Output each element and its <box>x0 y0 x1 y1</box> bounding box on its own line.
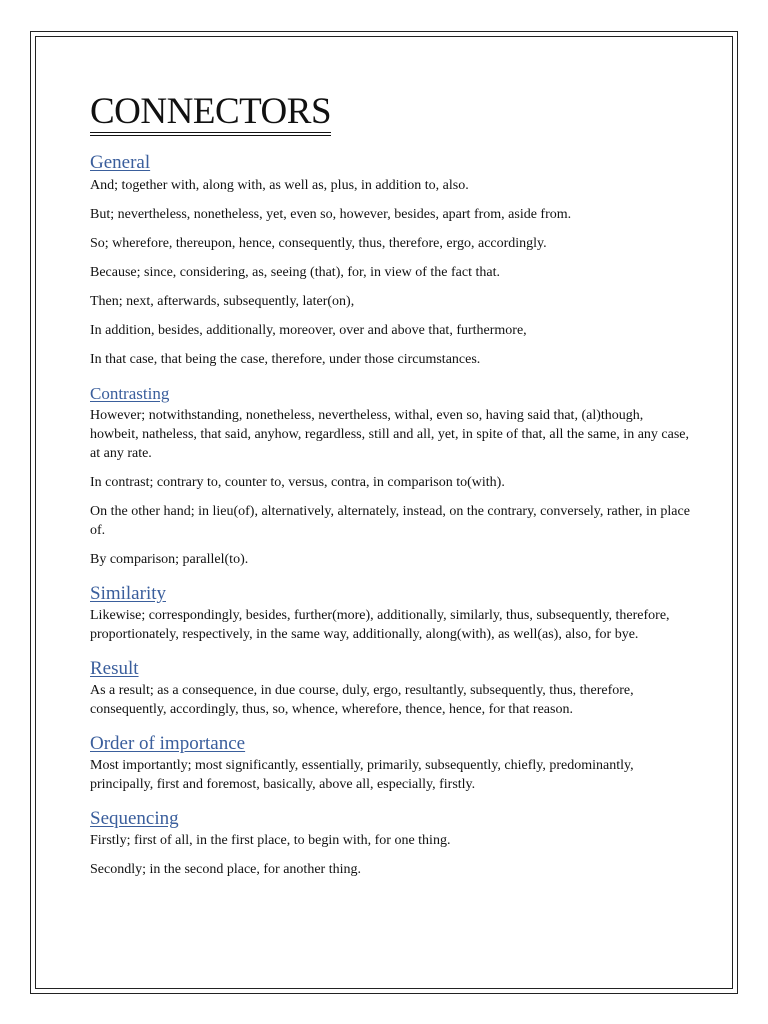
section-heading: Sequencing <box>90 808 179 829</box>
section-heading: Contrasting <box>90 384 170 403</box>
section-heading: Result <box>90 658 139 679</box>
section-order-of-importance <box>90 733 690 794</box>
section-result <box>90 658 690 719</box>
section-sequencing <box>90 808 690 879</box>
paragraph: In that case, that being the case, therefore, under those circumstances. <box>90 352 481 367</box>
paragraph: Most importantly; most significantly, essentially, primarily, subsequently, chiefly, predominantly, principally, first and foremost, basically, above all, especially, firstly. <box>90 758 634 792</box>
paragraph: Likewise; correspondingly, besides, further(more), additionally, similarly, thus, subsequently, therefore, proportionately, respectively, in the same way, additionally, along(with), as well(as), also, for bye. <box>90 608 670 642</box>
paragraph: By comparison; parallel(to). <box>90 552 249 567</box>
section-contrasting <box>90 383 690 569</box>
paragraph: But; nevertheless, nonetheless, yet, even so, however, besides, apart from, aside from. <box>90 207 572 222</box>
section-heading: Order of importance <box>90 733 246 754</box>
paragraph: Then; next, afterwards, subsequently, later(on), <box>90 294 355 309</box>
paragraph: On the other hand; in lieu(of), alternatively, alternately, instead, on the contrary, conversely, rather, in place of. <box>90 504 690 538</box>
section-general <box>90 152 690 369</box>
section-heading: General <box>90 152 151 173</box>
paragraph: So; wherefore, thereupon, hence, consequently, thus, therefore, ergo, accordingly. <box>90 236 547 251</box>
section-heading: Similarity <box>90 583 166 604</box>
paragraph: Because; since, considering, as, seeing (that), for, in view of the fact that. <box>90 265 500 280</box>
section-similarity <box>90 583 690 644</box>
paragraph: Secondly; in the second place, for another thing. <box>90 862 361 877</box>
paragraph: As a result; as a consequence, in due course, duly, ergo, resultantly, subsequently, thus, therefore, consequently, accordingly, thus, so, whence, wherefore, thence, hence, for that reason. <box>90 683 634 717</box>
document-title: CONNECTORS <box>90 92 331 136</box>
paragraph: However; notwithstanding, nonetheless, nevertheless, withal, even so, having said that, (al)though, howbeit, natheless, that said, anyhow, regardless, still and all, yet, in spite of that, all the same, in any case, at any rate. <box>90 408 689 461</box>
paragraph: In addition, besides, additionally, moreover, over and above that, furthermore, <box>90 323 527 338</box>
paragraph: In contrast; contrary to, counter to, versus, contra, in comparison to(with). <box>90 475 505 490</box>
paragraph: And; together with, along with, as well as, plus, in addition to, also. <box>90 178 469 193</box>
paragraph: Firstly; first of all, in the first place, to begin with, for one thing. <box>90 833 451 848</box>
document-body <box>90 92 690 879</box>
